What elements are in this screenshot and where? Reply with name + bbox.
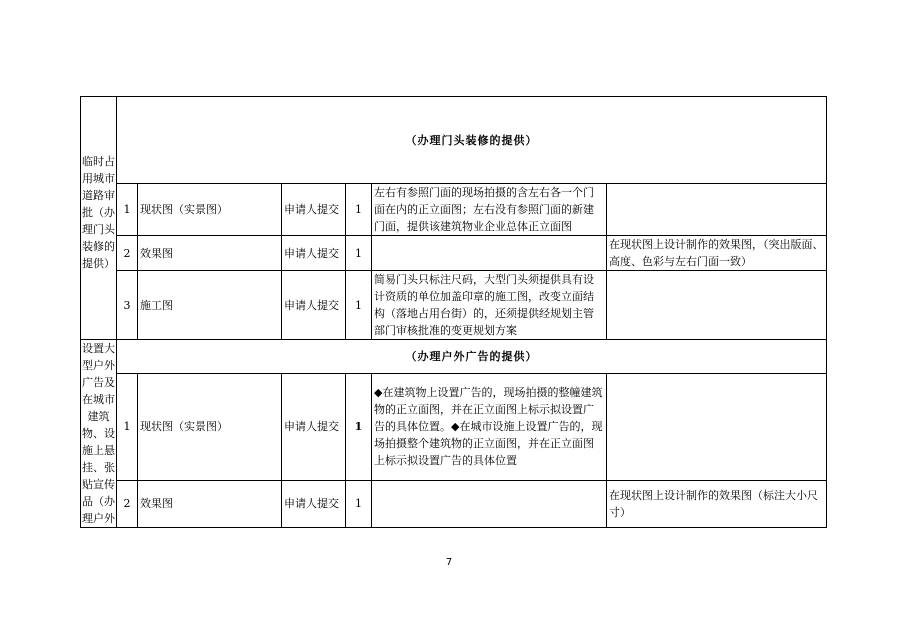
material-note: [607, 271, 827, 340]
table-row: [81, 236, 827, 271]
material-description: ◆在建筑物上设置广告的，现场拍摄的整幢建筑物的正立面图，并在正立面图上标示拟设置广告的具体位置。◆在城市设施上设置广告的，现场拍摄整个建筑物的正立面图，并在正立面图上标示拟设置广告的具体位置: [372, 373, 607, 480]
material-name: 现状图（实景图）: [138, 184, 282, 236]
material-copies: 1: [346, 184, 372, 236]
row-number: 1: [117, 184, 138, 236]
materials-table: [80, 96, 827, 528]
material-name: 效果图: [138, 236, 282, 271]
material-copies: 1: [346, 373, 372, 480]
section2-header-row: [81, 340, 827, 374]
material-copies: 1: [346, 236, 372, 271]
row-number: 1: [117, 373, 138, 480]
section1-side-label: 临时占用城市道路审批（办理门头装修的提供）: [81, 97, 117, 340]
row-number: 2: [117, 480, 138, 527]
material-description: 左右有参照门面的现场拍摄的含左右各一个门面在内的正立面图；左右没有参照门面的新建门面，提供该建筑物业企业总体正立面图: [372, 184, 607, 236]
material-name: 效果图: [138, 480, 282, 527]
row-number: 3: [117, 271, 138, 340]
row-number: 2: [117, 236, 138, 271]
page-number: 7: [445, 557, 453, 568]
section2-header: （办理户外广告的提供）: [117, 340, 827, 374]
material-name: 现状图（实景图）: [138, 373, 282, 480]
table-row: [81, 373, 827, 480]
table-row: [81, 271, 827, 340]
material-name: 施工图: [138, 271, 282, 340]
section1-header: （办理门头装修的提供）: [117, 97, 827, 184]
section2-side-label: 设置大型户外广告及在城市建筑物、设施上悬挂、张贴宣传品（办理户外: [81, 340, 117, 528]
material-note: 在现状图上设计制作的效果图（标注大小尺寸）: [607, 480, 827, 527]
material-source: 申请人提交: [282, 480, 346, 527]
material-note: [607, 184, 827, 236]
material-description: 简易门头只标注尺码，大型门头须提供具有设计资质的单位加盖印章的施工图，改变立面结构（落地占用台街）的，还须提供经规划主管部门审核批准的变更规划方案: [372, 271, 607, 340]
table-row: [81, 184, 827, 236]
material-source: 申请人提交: [282, 184, 346, 236]
material-note: 在现状图上设计制作的效果图，（突出版面、高度、色彩与左右门面一致）: [607, 236, 827, 271]
material-note: [607, 373, 827, 480]
material-source: 申请人提交: [282, 236, 346, 271]
material-description: [372, 236, 607, 271]
material-source: 申请人提交: [282, 373, 346, 480]
material-source: 申请人提交: [282, 271, 346, 340]
material-copies: 1: [346, 480, 372, 527]
table-row: [81, 480, 827, 527]
material-copies: 1: [346, 271, 372, 340]
material-description: [372, 480, 607, 527]
section1-header-row: [81, 97, 827, 184]
